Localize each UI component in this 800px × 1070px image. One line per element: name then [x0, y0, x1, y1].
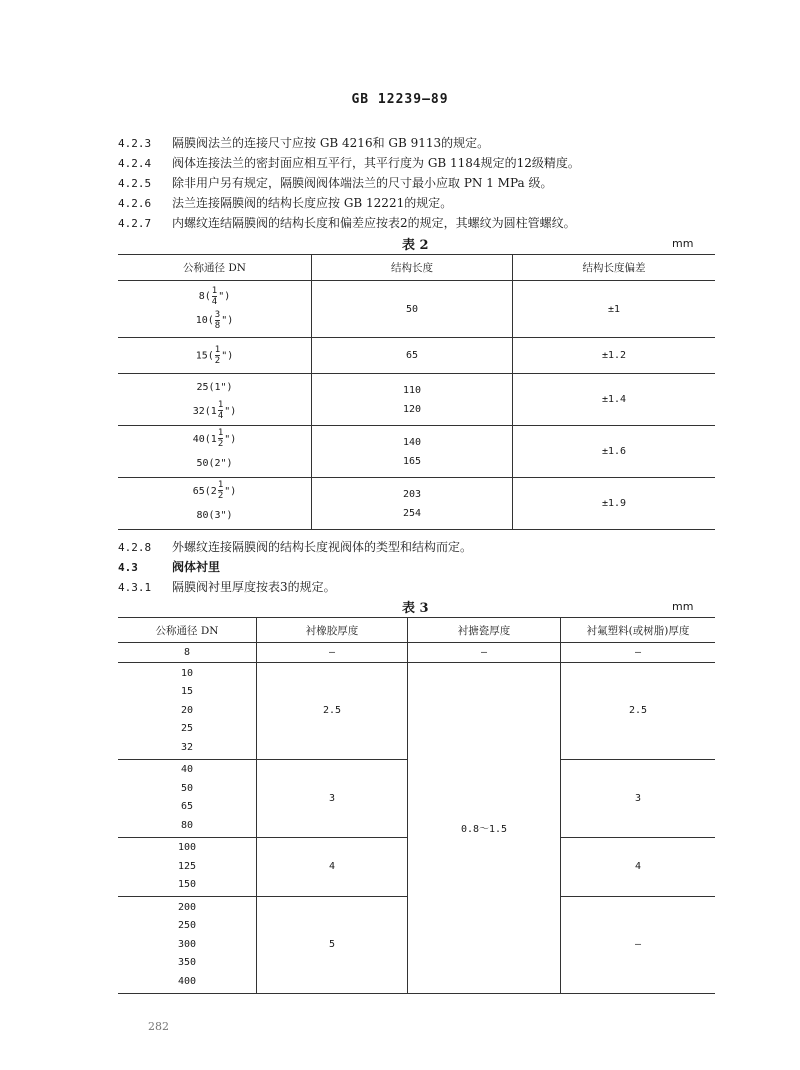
length-value: 254: [402, 507, 422, 519]
cell-dn: [118, 837, 257, 897]
table-row: [118, 643, 715, 663]
para-4-2-8: 4.2.8 外螺纹连接隔膜阀的结构长度视阀体的类型和结构而定。: [118, 540, 473, 554]
cell-dn: 8: [118, 643, 257, 663]
length-value: 65: [405, 350, 419, 361]
nominal-diameter: 50(2"): [196, 457, 233, 469]
cell-fluoro: 2.5: [561, 663, 716, 760]
t3-header-rubber: 衬橡胶厚度: [257, 618, 408, 643]
paragraph-4-2-7: [118, 214, 576, 231]
t2-header-deviation: 结构长度偏差: [513, 255, 716, 281]
fraction: $\frac{1}{2}$: [217, 428, 224, 449]
paragraph-text: 阀体连接法兰的密封面应相互平行，其平行度为 GB 1184规定的12级精度。: [172, 156, 580, 170]
paragraph-4-2-3: [118, 134, 489, 151]
dn-value: 300: [177, 938, 197, 950]
cell-deviation: ±1.2: [513, 338, 716, 374]
table2-caption: 表 2: [402, 238, 429, 253]
cell-deviation: ±1: [513, 281, 716, 338]
dn-value: 10: [180, 667, 194, 679]
cell-rubber: —: [257, 643, 408, 663]
nominal-diameter: 25(1"): [196, 381, 233, 393]
cell-fluoro: —: [561, 897, 716, 994]
length-value: 140: [402, 436, 422, 448]
paragraph-4-2-6: [118, 194, 452, 211]
dn-value: 250: [177, 920, 197, 931]
cell-rubber: 2.5: [257, 663, 408, 760]
dn-value: 150: [177, 879, 197, 890]
cell-dn: [118, 663, 257, 760]
table-2: [118, 254, 715, 530]
dn-value: 50: [180, 782, 194, 794]
length-value: 165: [402, 455, 422, 467]
cell-dn: [118, 374, 312, 426]
cell-rubber: 4: [257, 837, 408, 897]
nominal-diameter: 80(3"): [196, 509, 233, 521]
paragraph-4-2-4: [118, 154, 580, 171]
cell-length: [312, 426, 513, 478]
paragraph-text: 法兰连接隔膜阀的结构长度应按 GB 12221的规定。: [172, 196, 453, 210]
fraction: $\frac{1}{2}$: [214, 344, 221, 366]
nominal-diameter: 40(1 $\frac{1}{2}$ "): [192, 428, 237, 449]
length-value: 120: [402, 403, 422, 415]
cell-fluoro: —: [561, 643, 716, 663]
fraction: $\frac{1}{4}$: [217, 400, 224, 421]
cell-deviation: ±1.9: [513, 478, 716, 530]
cell-rubber: 3: [257, 759, 408, 837]
cell-length: [312, 374, 513, 426]
nominal-diameter: 10( $\frac{3}{8}$ "): [195, 309, 234, 331]
fraction: $\frac{3}{8}$: [214, 309, 221, 331]
nominal-diameter: 65(2 $\frac{1}{2}$ "): [192, 480, 237, 501]
table2-unit: mm: [672, 237, 694, 250]
cell-fluoro: 3: [561, 759, 716, 837]
cell-deviation: ±1.4: [513, 374, 716, 426]
dn-value: 15: [180, 686, 194, 697]
length-value: 110: [402, 384, 422, 396]
t3-header-dn: 公称通径 DN: [118, 618, 257, 643]
cell-enamel: —: [408, 643, 561, 663]
cell-dn: [118, 759, 257, 837]
para-4-3-1: 4.3.1 隔膜阀衬里厚度按表3的规定。: [118, 580, 336, 594]
dn-value: 125: [177, 860, 197, 872]
cell-length: [312, 338, 513, 374]
dn-value: 65: [180, 801, 194, 812]
table-row: [118, 478, 715, 530]
dn-value: 80: [180, 819, 194, 831]
section-4-3: 4.3 阀体衬里: [118, 560, 221, 574]
dn-value: 20: [180, 704, 194, 716]
nominal-diameter: 8( $\frac{1}{4}$ "): [198, 285, 231, 307]
nominal-diameter: 15( $\frac{1}{2}$ "): [195, 344, 234, 366]
t3-header-enamel: 衬搪瓷厚度: [408, 618, 561, 643]
paragraph-number: 4.2.7: [118, 217, 152, 230]
cell-deviation: ±1.6: [513, 426, 716, 478]
length-value: 203: [402, 488, 422, 500]
cell-length: [312, 281, 513, 338]
dn-value: 400: [177, 975, 197, 987]
fraction: $\frac{1}{2}$: [217, 480, 224, 501]
nominal-diameter: 32(1 $\frac{1}{4}$ "): [192, 400, 237, 421]
table-row: [118, 426, 715, 478]
table-3: [118, 617, 715, 994]
cell-dn: [118, 426, 312, 478]
cell-dn: [118, 281, 312, 338]
paragraph-number: 4.2.3: [118, 137, 152, 150]
dn-value: 32: [180, 741, 194, 753]
dn-value: 200: [177, 901, 197, 913]
paragraph-number: 4.2.6: [118, 197, 152, 210]
paragraph-text: 除非用户另有规定，隔膜阀阀体端法兰的尺寸最小应取 PN 1 MPa 级。: [172, 176, 553, 190]
t3-header-fluoro: 衬氟塑料(或树脂)厚度: [561, 618, 716, 643]
cell-fluoro: 4: [561, 837, 716, 897]
table-row-group: [118, 663, 715, 760]
paragraph-number: 4.2.4: [118, 157, 152, 170]
t2-header-length: 结构长度: [312, 255, 513, 281]
table-row: [118, 281, 715, 338]
dn-value: 40: [180, 764, 194, 775]
page-number: 282: [148, 1020, 169, 1033]
table-row: [118, 338, 715, 374]
dn-value: 100: [177, 842, 197, 853]
cell-dn: [118, 897, 257, 994]
table-row: [118, 374, 715, 426]
dn-value: 350: [177, 957, 197, 968]
paragraph-text: 隔膜阀法兰的连接尺寸应按 GB 4216和 GB 9113的规定。: [172, 136, 490, 150]
document-header: GB 12239—89: [351, 92, 449, 107]
cell-dn: [118, 338, 312, 374]
cell-dn: [118, 478, 312, 530]
paragraph-number: 4.2.5: [118, 177, 152, 190]
length-value: 50: [405, 303, 419, 315]
dn-value: 25: [180, 723, 194, 734]
fraction: $\frac{1}{4}$: [211, 285, 218, 307]
t2-header-dn: 公称通径 DN: [118, 255, 312, 281]
table3-unit: mm: [672, 600, 694, 613]
cell-enamel: 0.8～1.5: [408, 663, 561, 994]
paragraph-text: 内螺纹连结隔膜阀的结构长度和偏差应按表2的规定，其螺纹为圆柱管螺纹。: [172, 216, 576, 230]
table3-caption: 表 3: [402, 601, 429, 616]
cell-rubber: 5: [257, 897, 408, 994]
paragraph-4-2-5: [118, 174, 552, 191]
cell-length: [312, 478, 513, 530]
